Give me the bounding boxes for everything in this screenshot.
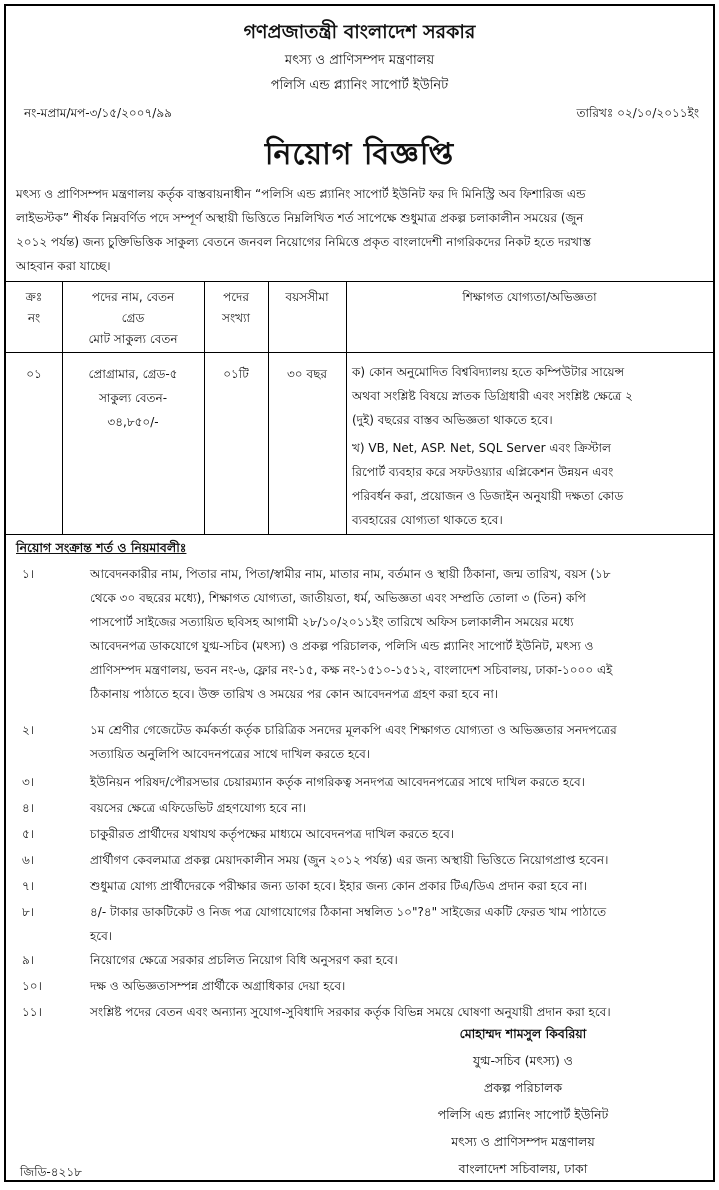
row-post: প্রোগ্রামার, গ্রেড-৫ সাকুল্য বেতন- ৩৪,৮৫০/- <box>88 367 178 429</box>
signatory-role: প্রকল্প পরিচালক <box>483 1080 563 1095</box>
rule-number: ৯। <box>22 953 35 967</box>
rule-number: ৩। <box>22 775 35 789</box>
row-age: ৩০ বছর <box>287 367 327 381</box>
signatory-ministry: মৎস্য ও প্রাণিসম্পদ মন্ত্রণালয় <box>451 1134 595 1149</box>
header-age: বয়সসীমা <box>285 290 329 304</box>
notice-date: তারিখঃ ০২/১০/২০১১ইং <box>576 106 699 120</box>
signatory-name: মোহাম্মদ শামসুল কিবরিয়া <box>459 1026 587 1041</box>
rule-text: চাকুরীরত প্রার্থীদের যথাযথ কর্তৃপক্ষের মাধ্যমে আবেদনপত্র দাখিল করতে হবে। <box>90 827 455 841</box>
rule-text: বয়সের ক্ষেত্রে এফিডেভিট গ্রহণযোগ্য হবে না। <box>90 801 307 815</box>
intro-line: লাইভস্টক” শীর্ষক নিম্নবর্ণিত পদে সম্পূর্ণ অস্থায়ী ভিত্তিতে নিম্নলিখিত শর্ত সাপেক্ষে শুধুমাত্র প্রকল্প চলাকালীন সময়ের (জুন <box>16 211 584 225</box>
rule-text: শুধুমাত্র যোগ্য প্রার্থীদেরকে পরীক্ষার জন্য ডাকা হবে। ইহার জন্য কোন প্রকার টিএ/ডিএ প্রদান করা হবে না। <box>90 879 588 893</box>
rule-number: ৪। <box>22 801 35 815</box>
rule-text: ৪/- টাকার ডাকটিকেট ও নিজ পত্র যোগাযোগের ঠিকানা সম্বলিত ১০"?৪" সাইজের একটি ফেরত খাম পাঠাতে হবে। <box>90 905 607 943</box>
rule-number: ১। <box>22 567 35 581</box>
rule-number: ১০। <box>22 979 42 993</box>
intro-line: ২০১২ পর্যন্ত) জন্য চুক্তিভিত্তিক সাকুল্য বেতনে জনবল নিয়োগের নিমিত্তে প্রকৃত বাংলাদেশী নাগরিকদের নিকট হতে দরখাস্ত <box>16 235 591 249</box>
intro-paragraph <box>16 182 703 278</box>
row-serial: ০১ <box>26 367 42 381</box>
rule-text: সংশ্লিষ্ট পদের বেতন এবং অন্যান্য সুযোগ-সুবিধাদি সরকার কর্তৃক বিভিন্ন সময়ে ঘোষণা অনুযায়ী প্রদান করা হবে। <box>90 1005 611 1019</box>
rule-text: নিয়োগের ক্ষেত্রে সরকার প্রচলিত নিয়োগ বিধি অনুসরণ করা হবে। <box>90 953 398 967</box>
rule-number: ৬। <box>22 853 35 867</box>
header-post: পদের নাম, বেতন গ্রেড মোট সাকুল্য বেতন <box>88 290 178 346</box>
rule-text: প্রার্থীগণ কেবলমাত্র প্রকল্প মেয়াদকালীন সময় (জুন ২০১২ পর্যন্ত) এর জন্য অস্থায়ী ভিত্তিতে নিয়োগপ্রাপ্ত হবেন। <box>90 853 609 867</box>
signatory-designation: যুগ্ম-সচিব (মৎস্য) ও <box>472 1053 574 1068</box>
rule-text: দক্ষ ও অভিজ্ঞতাসম্পন্ন প্রার্থীকে অগ্রাধিকার দেয়া হবে। <box>90 979 346 993</box>
rule-number: ৭। <box>22 879 35 893</box>
table-divider <box>346 282 347 534</box>
ministry-name: মৎস্য ও প্রাণিসম্পদ মন্ত্রণালয় <box>284 53 435 68</box>
header-serial: ক্রঃ নং <box>25 290 43 325</box>
rule-number: ৮। <box>22 905 35 919</box>
rule-number: ২। <box>22 723 35 737</box>
signatory-unit: পলিসি এন্ড প্ল্যানিং সাপোর্ট ইউনিট <box>437 1107 609 1122</box>
notice-heading: নিয়োগ বিজ্ঞপ্তি <box>264 137 455 172</box>
rule-text: ১ম শ্রেণীর গেজেটেড কর্মকর্তা কর্তৃক চারিত্রিক সনদের মূলকপি এবং শিক্ষাগত যোগ্যতা ও অভিজ্ঞতার সনদপত্রের সত্যায়িত অনুলিপি আবেদনপত্রের সাথে দাখিল করতে হবে। <box>90 723 617 761</box>
header-qualification: শিক্ষাগত যোগ্যতা/অভিজ্ঞতা <box>462 290 597 304</box>
vacancy-table <box>6 281 713 535</box>
government-title: গণপ্রজাতন্ত্রী বাংলাদেশ সরকার <box>243 21 476 43</box>
rules-title: নিয়োগ সংক্রান্ত শর্ত ও নিয়মাবলীঃ <box>16 540 187 555</box>
unit-name: পলিসি এন্ড প্ল্যানিং সাপোর্ট ইউনিট <box>270 78 449 93</box>
table-divider <box>268 282 269 534</box>
signatory-office: বাংলাদেশ সচিবালয়, ঢাকা <box>458 1161 588 1176</box>
rule-number: ৫। <box>22 827 35 841</box>
intro-line: মৎস্য ও প্রাণিসম্পদ মন্ত্রণালয় কর্তৃক বাস্তবায়নাধীন “পলিসি এন্ড প্ল্যানিং সাপোর্ট ইউনিট ফর দি মিনিস্ট্রি অব ফিশারিজ এন্ড <box>16 187 586 201</box>
qualification-a: ক) কোন অনুমোদিত বিশ্ববিদ্যালয় হতে কম্পিউটার সায়েন্স অথবা সংশ্লিষ্ট বিষয়ে স্নাতক ডিগ্রিধারী এবং সংশ্লিষ্ট ক্ষেত্রে ২ (দুই) বছরের বাস্তব অভিজ্ঞতা থাকতে হবে। <box>352 365 633 427</box>
table-header-divider <box>6 352 713 353</box>
qualification-b: খ) VB, Net, ASP. Net, SQL Server এবং ক্রিস্টাল রিপোর্ট ব্যবহার করে সফটওয়্যার এপ্লিকেশন উন্নয়ন এবং পরিবর্ধন করা, প্রয়োজন ও ডিজাইন অনুযায়ী দক্ষতা কোড ব্যবহারের যোগ্যতা থাকতে হবে। <box>352 441 624 527</box>
row-count: ০১টি <box>223 367 249 381</box>
gd-number: জিডি-৪২১৮ <box>20 1165 82 1179</box>
rule-number: ১১। <box>22 1005 42 1019</box>
intro-line: আহবান করা যাচ্ছে। <box>16 259 111 273</box>
rule-text: আবেদনকারীর নাম, পিতার নাম, পিতা/স্বামীর নাম, মাতার নাম, বর্তমান ও স্থায়ী ঠিকানা, জন্ম তারিখ, বয়স (১৮ থেকে ৩০ বছরের মধ্যে), শিক্ষাগত যোগ্যতা, জাতীয়তা, ধর্ম, অভিজ্ঞতা এবং সম্প্রতি তোলা ৩ (তিন) কপি পাসপোর্ট সাইজের সত্যায়িত ছবিসহ আগামী ২৮/১০/২০১১ইং তারিখে অফিস চলাকালীন সময়ের মধ্যে আবেদনপত্র ডাকযোগে যুগ্ম-সচিব (মৎস্য) ও প্রকল্প পরিচালক, পলিসি এন্ড প্ল্যানিং সাপোর্ট ইউনিট, মৎস্য ও প্রাণিসম্পদ মন্ত্রণালয়, ভবন নং-৬, ফ্লোর নং-১৫, কক্ষ নং-১৫১০-১৫১২, বাংলাদেশ সচিবালয়, ঢাকা-১০০০ এই ঠিকানায় পাঠাতে হবে। উক্ত তারিখ ও সময়ের পর কোন আবেদনপত্র গ্রহণ করা হবে না। <box>90 567 613 701</box>
header-count: পদের সংখ্যা <box>222 290 250 325</box>
memo-number: নং-মপ্রাম/মপ-৩/১৫/২০০৭/৯৯ <box>24 106 172 120</box>
notice-page <box>4 4 715 1182</box>
rule-text: ইউনিয়ন পরিষদ/পৌরসভার চেয়ারম্যান কর্তৃক নাগরিকত্ব সনদপত্র আবেদনপত্রের সাথে দাখিল করতে হবে। <box>90 775 585 789</box>
